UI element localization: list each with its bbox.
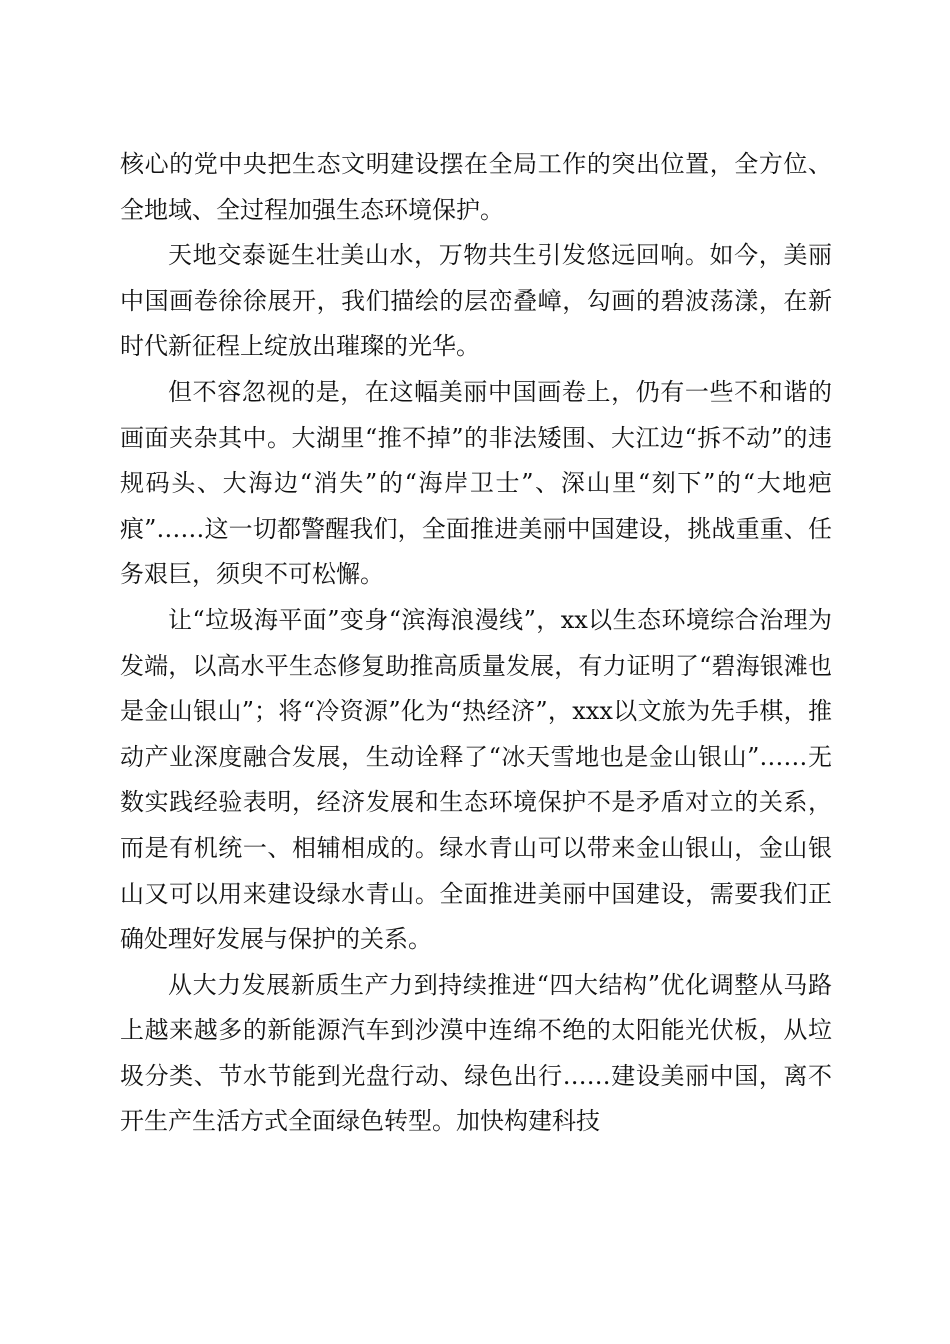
paragraph-5: 从大力发展新质生产力到持续推进“四大结构”优化调整从马路上越来越多的新能源汽车到沙漠中连绵不绝的太阳能光伏板，从垃圾分类、节水节能到光盘行动、绿色出行……建设美丽中国，离不开生产生活方式全面绿色转型。加快构建科技 [120,970,832,1136]
paragraph-3: 但不容忽视的是，在这幅美丽中国画卷上，仍有一些不和谐的画面夹杂其中。大湖里“推不掉”的非法矮围、大江边“拆不动”的违规码头、大海边“消失”的“海岸卫士”、深山里“刻下”的“大地疤痕”……这一切都警醒我们，全面推进美丽中国建设，挑战重重、任务艰巨，须臾不可松懈。 [120,377,832,589]
body-text [120,142,832,1145]
paragraph-2: 天地交泰诞生壮美山水，万物共生引发悠远回响。如今，美丽中国画卷徐徐展开，我们描绘的层峦叠嶂，勾画的碧波荡漾，在新时代新征程上绽放出璀璨的光华。 [120,241,832,361]
paragraph-4: 让“垃圾海平面”变身“滨海浪漫线”，xx以生态环境综合治理为发端，以高水平生态修复助推高质量发展，有力证明了“碧海银滩也是金山银山”；将“冷资源”化为“热经济”，xxx以文旅为先手棋，推动产业深度融合发展，生动诠释了“冰天雪地也是金山银山”……无数实践经验表明，经济发展和生态环境保护不是矛盾对立的关系，而是有机统一、相辅相成的。绿水青山可以带来金山银山，金山银山又可以用来建设绿水青山。全面推进美丽中国建设，需要我们正确处理好发展与保护的关系。 [120,605,832,954]
paragraph-1: 核心的党中央把生态文明建设摆在全局工作的突出位置，全方位、全地域、全过程加强生态环境保护。 [120,150,832,224]
